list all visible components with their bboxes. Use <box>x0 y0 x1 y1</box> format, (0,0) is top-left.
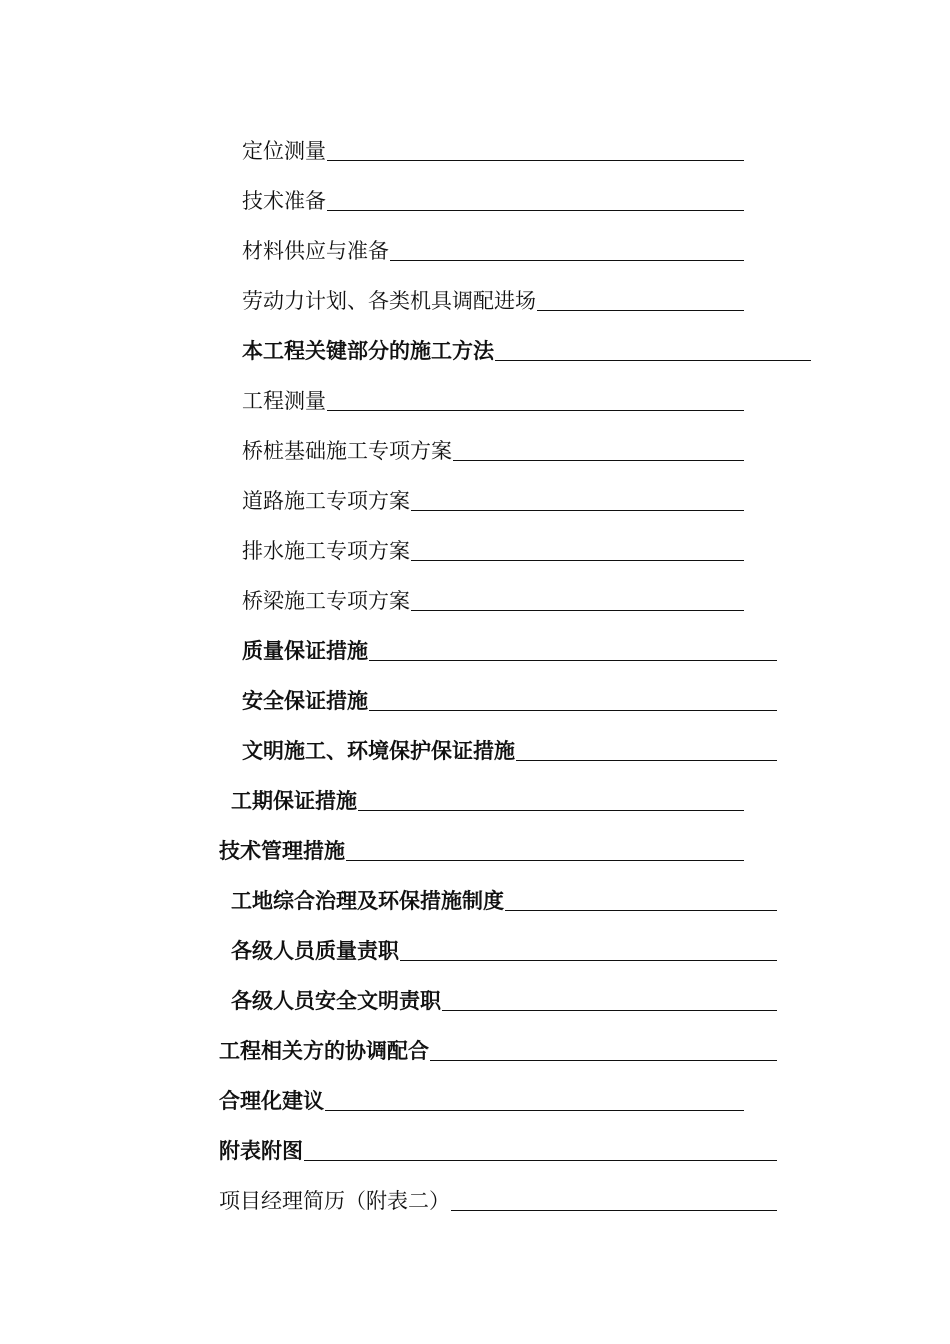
toc-entry[interactable] <box>219 1131 777 1165</box>
toc-entry[interactable] <box>242 731 777 765</box>
toc-entry[interactable] <box>242 231 744 265</box>
toc-entry-text: 排水施工专项方案 <box>242 539 410 563</box>
toc-entry-text: 安全保证措施 <box>242 688 368 713</box>
toc-entry-text: 本工程关键部分的施工方法 <box>242 338 494 363</box>
toc-entry[interactable] <box>242 131 744 165</box>
toc-entry-text: 桥桩基础施工专项方案 <box>242 439 452 463</box>
toc-leader-line <box>327 210 744 211</box>
toc-leader-line <box>516 760 777 761</box>
toc-entry-text: 工程测量 <box>242 389 326 413</box>
toc-leader-line <box>411 560 744 561</box>
toc-entry[interactable] <box>242 481 744 515</box>
toc-entry-text: 各级人员质量责职 <box>231 938 399 963</box>
toc-entry[interactable] <box>242 531 744 565</box>
toc-entry[interactable] <box>242 281 744 315</box>
toc-entry[interactable] <box>219 1081 744 1115</box>
toc-entry-text: 技术管理措施 <box>219 838 345 863</box>
toc-leader-line <box>411 610 744 611</box>
toc-entry[interactable] <box>219 831 744 865</box>
toc-leader-line <box>453 460 744 461</box>
toc-entry-text: 合理化建议 <box>219 1088 324 1113</box>
toc-entry[interactable] <box>242 331 811 365</box>
toc-entry-text: 工期保证措施 <box>231 788 357 813</box>
toc-leader-line <box>537 310 744 311</box>
toc-leader-line <box>358 810 744 811</box>
toc-entry-text: 材料供应与准备 <box>242 239 389 263</box>
toc-entry[interactable] <box>242 381 744 415</box>
toc-entry-text: 桥梁施工专项方案 <box>242 589 410 613</box>
toc-entry-text: 附表附图 <box>219 1138 303 1163</box>
toc-entry-text: 技术准备 <box>242 189 326 213</box>
toc-entry[interactable] <box>242 431 744 465</box>
toc-entry[interactable] <box>242 581 744 615</box>
toc-entry-text: 项目经理简历（附表二） <box>219 1189 450 1213</box>
toc-leader-line <box>442 1010 777 1011</box>
toc-entry-text: 各级人员安全文明责职 <box>231 988 441 1013</box>
toc-leader-line <box>495 360 811 361</box>
toc-entry-text: 劳动力计划、各类机具调配进场 <box>242 289 536 313</box>
toc-leader-line <box>430 1060 777 1061</box>
toc-entry-text: 工地综合治理及环保措施制度 <box>231 888 504 913</box>
toc-leader-line <box>505 910 777 911</box>
toc-leader-line <box>346 860 744 861</box>
toc-leader-line <box>327 410 744 411</box>
toc-leader-line <box>325 1110 744 1111</box>
toc-entry-text: 道路施工专项方案 <box>242 489 410 513</box>
toc-leader-line <box>400 960 777 961</box>
toc-entry[interactable] <box>219 1031 777 1065</box>
toc-entry[interactable] <box>231 931 777 965</box>
toc-entry-text: 定位测量 <box>242 139 326 163</box>
toc-entry[interactable] <box>242 181 744 215</box>
toc-leader-line <box>327 160 744 161</box>
toc-leader-line <box>369 710 777 711</box>
toc-leader-line <box>369 660 777 661</box>
toc-entry[interactable] <box>231 981 777 1015</box>
toc-entry[interactable] <box>231 781 744 815</box>
toc-entry[interactable] <box>231 881 777 915</box>
toc-entry-text: 工程相关方的协调配合 <box>219 1038 429 1063</box>
toc-leader-line <box>304 1160 777 1161</box>
toc-entry[interactable] <box>242 631 777 665</box>
toc-leader-line <box>451 1210 777 1211</box>
toc-entry-text: 文明施工、环境保护保证措施 <box>242 738 515 763</box>
toc-entry-text: 质量保证措施 <box>242 638 368 663</box>
toc-entry[interactable] <box>242 681 777 715</box>
toc-leader-line <box>390 260 744 261</box>
toc-entry[interactable] <box>219 1181 777 1215</box>
toc-leader-line <box>411 510 744 511</box>
